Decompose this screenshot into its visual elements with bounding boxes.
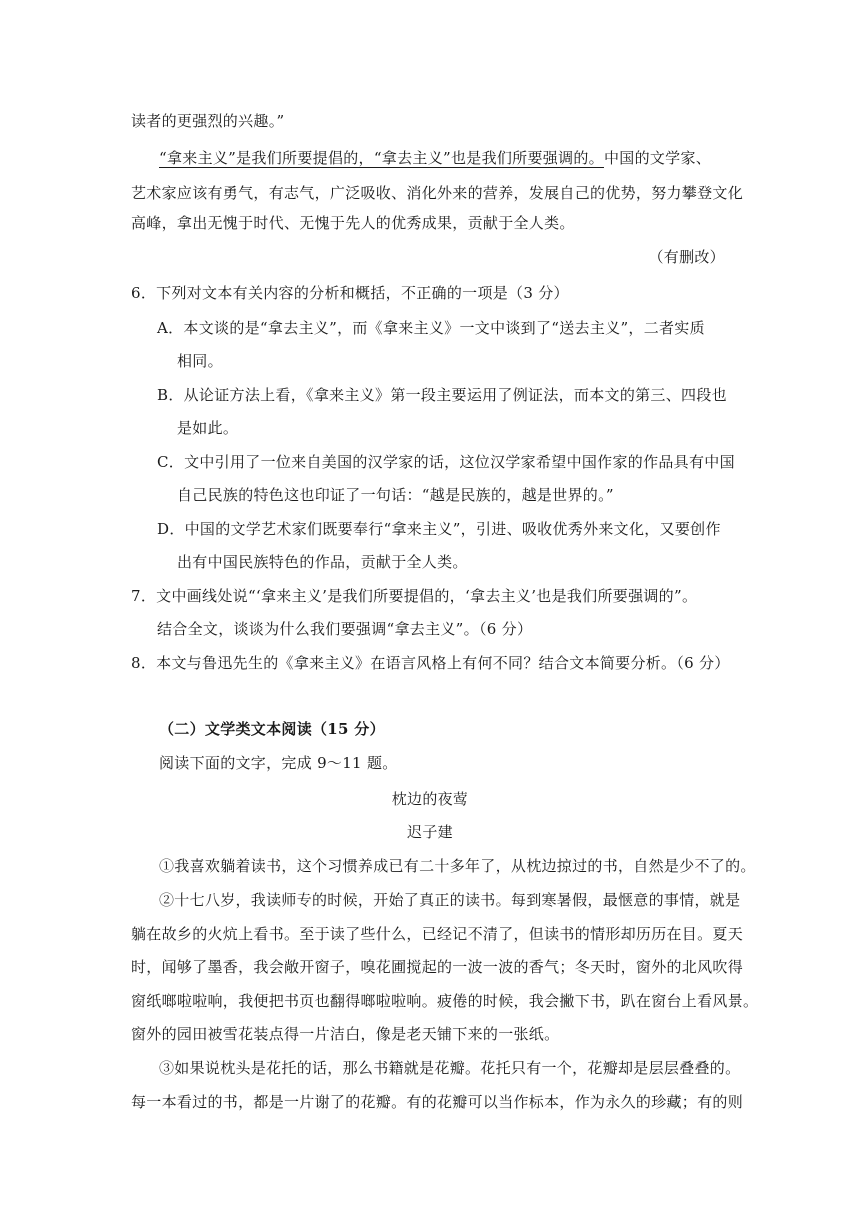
story-paragraph-1: ①我喜欢躺着读书，这个习惯养成已有二十多年了，从枕边掠过的书，自然是少不了的。 xyxy=(159,857,756,875)
story-title: 枕边的夜莺 xyxy=(391,790,469,808)
source-note: （有删改） xyxy=(648,248,725,266)
section-heading: （二）文学类文本阅读（15 分） xyxy=(159,720,385,738)
question-6-option-d-cont: 出有中国民族特色的作品，贡献于全人类。 xyxy=(177,553,468,571)
question-6-option-d: D．中国的文学艺术家们既要奉行“拿来主义”，引进、吸收优秀外来文化，又要创作 xyxy=(157,520,721,538)
story-paragraph-2: ②十七八岁，我读师专的时候，开始了真正的读书。每到寒暑假，最惬意的事情，就是 xyxy=(159,891,741,909)
story-paragraph-3: ③如果说枕头是花托的话，那么书籍就是花瓣。花托只有一个，花瓣却是层层叠叠的。 xyxy=(159,1059,741,1077)
question-6-stem: 6．下列对文本有关内容的分析和概括，不正确的一项是（3 分） xyxy=(131,284,569,302)
excerpt-line: 艺术家应该有勇气，有志气，广泛吸收、消化外来的营养，发展自己的优势，努力攀登文化 xyxy=(131,184,744,202)
question-6-option-c: C．文中引用了一位来自美国的汉学家的话，这位汉学家希望中国作家的作品具有中国 xyxy=(157,453,735,471)
question-6-option-a: A．本文谈的是“拿去主义”，而《拿来主义》一文中谈到了“送去主义”，二者实质 xyxy=(157,319,705,337)
excerpt-text: 中国的文学家、 xyxy=(603,149,712,167)
story-paragraph-2-cont: 时，闻够了墨香，我会敞开窗子，嗅花圃搅起的一波一波的香气；冬天时，窗外的北风吹得 xyxy=(131,958,744,976)
excerpt-line: 高峰，拿出无愧于时代、无愧于先人的优秀成果，贡献于全人类。 xyxy=(131,214,575,232)
question-8-stem: 8．本文与鲁迅先生的《拿来主义》在语言风格上有何不同？结合文本简要分析。（6 分） xyxy=(131,654,730,672)
question-6-option-b-cont: 是如此。 xyxy=(177,419,239,437)
question-7-stem-cont: 结合全文，谈谈为什么我们要强调“拿去主义”。（6 分） xyxy=(157,620,533,638)
question-6-option-b: B．从论证方法上看，《拿来主义》第一段主要运用了例证法，而本文的第三、四段也 xyxy=(157,386,727,404)
story-paragraph-3-cont: 每一本看过的书，都是一片谢了的花瓣。有的花瓣可以当作标本，作为永久的珍藏；有的则 xyxy=(131,1093,744,1111)
excerpt-line: 读者的更强烈的兴趣。” xyxy=(131,112,285,130)
question-7-stem: 7．文中画线处说“‘拿来主义’是我们所要提倡的，‘拿去主义’也是我们所要强调的”。 xyxy=(131,587,698,605)
story-paragraph-2-cont: 躺在故乡的火炕上看书。至于读了些什么，已经记不清了，但读书的情形却历历在目。夏天 xyxy=(131,925,744,943)
question-6-option-c-cont: 自己民族的特色这也印证了一句话：“越是民族的，越是世界的。” xyxy=(177,486,614,504)
section-instruction: 阅读下面的文字，完成 9～11 题。 xyxy=(159,754,398,772)
question-6-option-a-cont: 相同。 xyxy=(177,352,223,370)
story-paragraph-2-cont: 窗纸啷啦啦响，我便把书页也翻得啷啦啦响。疲倦的时候，我会撇下书，趴在窗台上看风景。 xyxy=(131,992,759,1010)
excerpt-paragraph-first-line xyxy=(159,148,711,168)
story-author: 迟子建 xyxy=(407,823,453,841)
story-paragraph-2-cont: 窗外的园田被雪花装点得一片洁白，像是老天铺下来的一张纸。 xyxy=(131,1025,560,1043)
underlined-sentence: “拿来主义”是我们所要提倡的，“拿去主义”也是我们所要强调的。 xyxy=(159,149,604,167)
